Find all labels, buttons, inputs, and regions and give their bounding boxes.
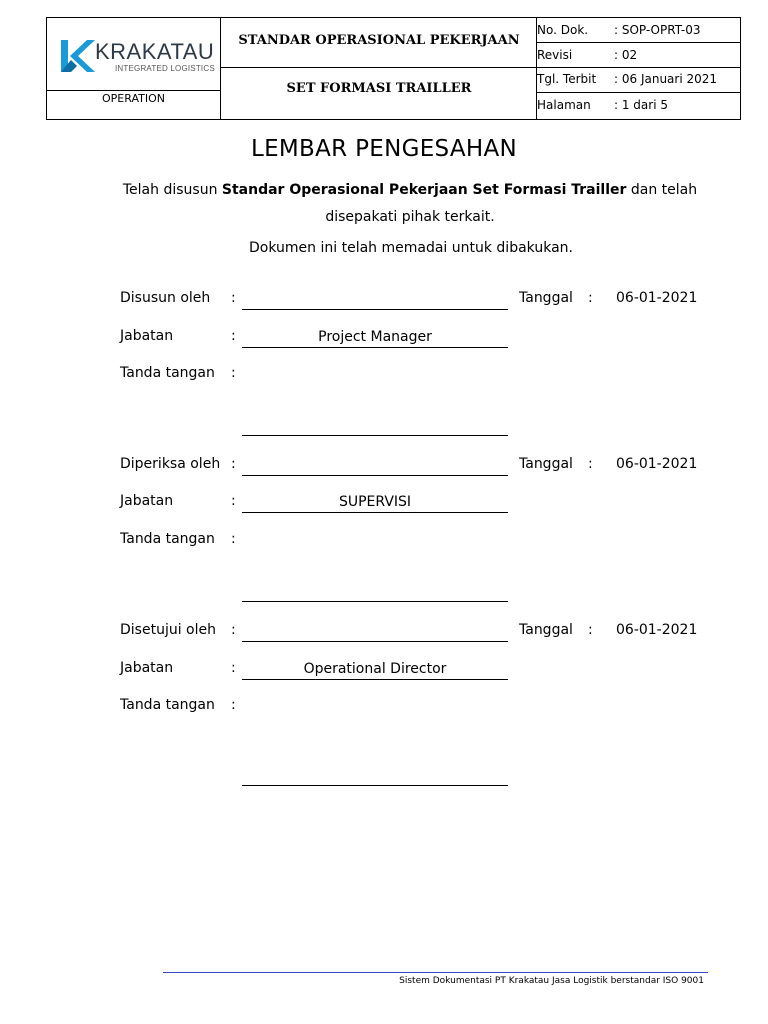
meta-value: : SOP-OPRT-03 [614, 23, 701, 37]
position-field: Operational Director [242, 660, 508, 680]
colon: : [231, 622, 236, 638]
sop-subtitle: SET FORMASI TRAILLER [286, 81, 472, 96]
intro-document-name: Standar Operasional Pekerjaan Set Formasi Trailler [221, 182, 627, 198]
krakatau-logo-mark-icon [59, 38, 95, 74]
header-divider [220, 67, 536, 68]
header-divider [47, 90, 220, 91]
intro-suffix: dan telah disepakati pihak terkait. [325, 182, 698, 225]
date-label: Tanggal [519, 456, 573, 472]
role-label: Diperiksa oleh [120, 456, 221, 472]
position-label: Jabatan [120, 660, 174, 676]
meta-row-revision [537, 43, 742, 67]
meta-label: Halaman [537, 98, 591, 112]
meta-row-document-number [537, 18, 742, 42]
intro-prefix: Telah disusun [122, 182, 222, 198]
colon: : [231, 697, 236, 713]
sop-title: STANDAR OPERASIONAL PEKERJAAN [238, 33, 520, 48]
position-label: Jabatan [120, 328, 174, 344]
role-label: Disusun oleh [120, 290, 211, 306]
meta-value: : 02 [614, 48, 638, 62]
signature-line [242, 582, 508, 602]
date-value: 06-01-2021 [616, 290, 698, 306]
position-label: Jabatan [120, 493, 174, 509]
meta-value: : 1 dari 5 [614, 98, 668, 112]
date-value: 06-01-2021 [616, 622, 698, 638]
krakatau-logo [59, 38, 219, 78]
intro-paragraph [95, 177, 725, 231]
meta-value: : 06 Januari 2021 [614, 72, 718, 86]
meta-label: Revisi [537, 48, 573, 62]
logo-wordmark: KRAKATAU [95, 39, 215, 64]
name-field [242, 622, 508, 642]
colon: : [231, 531, 236, 547]
colon: : [231, 456, 236, 472]
meta-row-issue-date [537, 67, 742, 91]
colon: : [231, 365, 236, 381]
position-field: Project Manager [242, 328, 508, 348]
signature-line [242, 416, 508, 436]
signature-label: Tanda tangan [120, 365, 215, 381]
colon: : [588, 622, 593, 638]
meta-label: No. Dok. [537, 23, 589, 37]
position-field: SUPERVISI [242, 493, 508, 513]
document-header-table [46, 17, 741, 120]
footer-divider [163, 972, 708, 973]
colon: : [231, 328, 236, 344]
page-title: LEMBAR PENGESAHAN [250, 136, 518, 162]
colon: : [588, 456, 593, 472]
footer-text: Sistem Dokumentasi PT Krakatau Jasa Logistik berstandar ISO 9001 [399, 976, 704, 986]
signature-line [242, 766, 508, 786]
colon: : [231, 493, 236, 509]
date-label: Tanggal [519, 290, 573, 306]
date-label: Tanggal [519, 622, 573, 638]
colon: : [588, 290, 593, 306]
statement-paragraph: Dokumen ini telah memadai untuk dibakukan. [249, 240, 573, 256]
colon: : [231, 660, 236, 676]
colon: : [231, 290, 236, 306]
signature-label: Tanda tangan [120, 697, 215, 713]
name-field [242, 456, 508, 476]
meta-label: Tgl. Terbit [537, 72, 597, 86]
meta-row-page [537, 93, 742, 117]
date-value: 06-01-2021 [616, 456, 698, 472]
logo-tagline: INTEGRATED LOGISTICS [115, 64, 215, 73]
department-label: OPERATION [102, 92, 165, 105]
signature-label: Tanda tangan [120, 531, 215, 547]
name-field [242, 290, 508, 310]
role-label: Disetujui oleh [120, 622, 216, 638]
